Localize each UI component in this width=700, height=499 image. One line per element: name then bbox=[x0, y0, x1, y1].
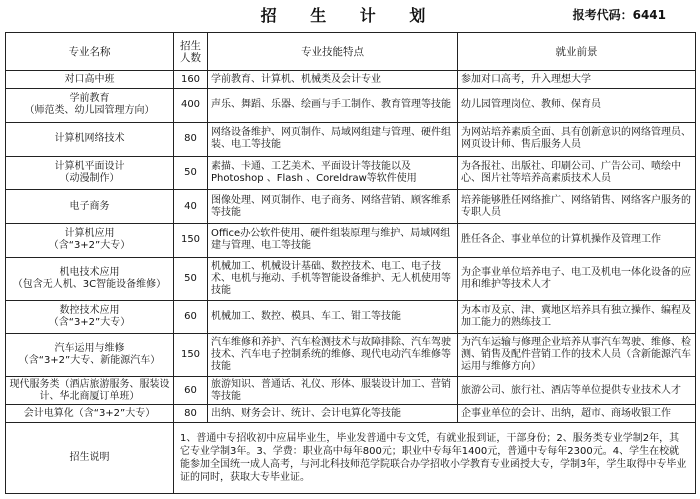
major-name-cell: 计算机应用 （含“3+2”大专） bbox=[6, 224, 174, 258]
skills-cell: 机械加工、机械设计基础、数控技术、电工、电子技术、电机与拖动、手机等智能设备维护、无人机使用等技能 bbox=[208, 257, 458, 300]
table-row bbox=[6, 71, 696, 89]
enrollment-count-cell: 60 bbox=[174, 377, 208, 405]
enrollment-count-cell: 40 bbox=[174, 190, 208, 224]
exam-code: 报考代码：6441 bbox=[572, 8, 666, 22]
table-row bbox=[6, 257, 696, 300]
skills-cell: 学前教育、计算机、机械类及会计专业 bbox=[208, 71, 458, 89]
skills-cell: 机械加工、数控、模具、车工、钳工等技能 bbox=[208, 300, 458, 334]
table-row bbox=[6, 334, 696, 377]
skills-cell: 图像处理、网页制作、电子商务、网络营销、顾客维系等技能 bbox=[208, 190, 458, 224]
table-row bbox=[6, 300, 696, 334]
prospect-cell: 为本市及京、津、冀地区培养具有独立操作、编程及加工能力的熟练技工 bbox=[458, 300, 696, 334]
table-row bbox=[6, 405, 696, 423]
table-header-row bbox=[6, 33, 696, 71]
enrollment-count-cell: 80 bbox=[174, 405, 208, 423]
notes-label: 招生说明 bbox=[6, 423, 174, 494]
table-row bbox=[6, 190, 696, 224]
major-name-cell: 计算机网络技术 bbox=[6, 122, 174, 156]
enrollment-table bbox=[5, 32, 696, 494]
table-row bbox=[6, 377, 696, 405]
header-prospect: 就业前景 bbox=[458, 33, 696, 71]
table-row bbox=[6, 89, 696, 123]
major-name-cell: 现代服务类（酒店旅游服务、服装设计、华北商厦订单班） bbox=[6, 377, 174, 405]
skills-cell: 网络设备维护、网页制作、局域网组建与管理、硬件组装、电工等技能 bbox=[208, 122, 458, 156]
major-name-cell: 学前教育 （师范类、幼儿园管理方向） bbox=[6, 89, 174, 123]
skills-cell: 声乐、舞蹈、乐器、绘画与手工制作、教育管理等技能 bbox=[208, 89, 458, 123]
prospect-cell: 培养能够胜任网络推广、网络销售、网络客户服务的专职人员 bbox=[458, 190, 696, 224]
header-count: 招生人数 bbox=[174, 33, 208, 71]
prospect-cell: 为各报社、出版社、印刷公司、广告公司、喷绘中心、图片社等培养高素质技术人员 bbox=[458, 156, 696, 190]
enrollment-count-cell: 50 bbox=[174, 156, 208, 190]
major-name-cell: 对口高中班 bbox=[6, 71, 174, 89]
page-title: 招 生 计 划 bbox=[260, 6, 440, 25]
table-row bbox=[6, 224, 696, 258]
prospect-cell: 为网站培养素质全面、具有创新意识的网络管理员、网页设计师、售后服务人员 bbox=[458, 122, 696, 156]
prospect-cell: 幼儿园管理岗位、教师、保育员 bbox=[458, 89, 696, 123]
major-name-cell: 电子商务 bbox=[6, 190, 174, 224]
major-name-cell: 数控技术应用 （含“3+2”大专） bbox=[6, 300, 174, 334]
prospect-cell: 为企事业单位培养电子、电工及机电一体化设备的应用和维护等技术人才 bbox=[458, 257, 696, 300]
enrollment-count-cell: 80 bbox=[174, 122, 208, 156]
prospect-cell: 为汽车运输与修理企业培养从事汽车驾驶、维修、检测、销售及配件营销工作的技术人员（含新能源汽车运用与维修方向） bbox=[458, 334, 696, 377]
table-row bbox=[6, 122, 696, 156]
major-name-cell: 会计电算化（含“3+2”大专） bbox=[6, 405, 174, 423]
enrollment-count-cell: 150 bbox=[174, 224, 208, 258]
major-name-cell: 机电技术应用 （包含无人机、3C智能设备维修） bbox=[6, 257, 174, 300]
enrollment-count-cell: 60 bbox=[174, 300, 208, 334]
enrollment-count-cell: 400 bbox=[174, 89, 208, 123]
prospect-cell: 旅游公司、旅行社、酒店等单位提供专业技术人才 bbox=[458, 377, 696, 405]
skills-cell: 汽车维修和养护、汽车检测技术与故障排除、汽车驾驶技术、汽车电子控制系统的维修、现代电动汽车维修等技能 bbox=[208, 334, 458, 377]
header-skills: 专业技能特点 bbox=[208, 33, 458, 71]
enrollment-count-cell: 160 bbox=[174, 71, 208, 89]
enrollment-count-cell: 50 bbox=[174, 257, 208, 300]
skills-cell: 旅游知识、普通话、礼仪、形体、服装设计加工、营销等技能 bbox=[208, 377, 458, 405]
enrollment-count-cell: 150 bbox=[174, 334, 208, 377]
major-name-cell: 计算机平面设计 （动漫制作） bbox=[6, 156, 174, 190]
skills-cell: Office办公软件使用、硬件组装原理与维护、局域网组建与管理、电工等技能 bbox=[208, 224, 458, 258]
prospect-cell: 参加对口高考，升入理想大学 bbox=[458, 71, 696, 89]
prospect-cell: 企事业单位的会计、出纳，超市、商场收银工作 bbox=[458, 405, 696, 423]
table-row bbox=[6, 156, 696, 190]
major-name-cell: 汽车运用与维修 （含“3+2”大专、新能源汽车） bbox=[6, 334, 174, 377]
notes-text: 1、普通中专招收初中应届毕业生，毕业发普通中专文凭，有就业报到证，干部身份；2、服务类专业学制2年，其它专业学制3年。3、学费：职业高中每年800元；职业中专每年1400元，普通中专每年2300元。4、学生在校就能参加全国统一成人高考，与河北科技师范学院联合办学招收小学教育专业函授大专，学制3年，学生取得中专毕业证的同时，获取大专毕业证。 bbox=[174, 423, 696, 494]
prospect-cell: 胜任各企、事业单位的计算机操作及管理工作 bbox=[458, 224, 696, 258]
notes-row bbox=[6, 423, 696, 494]
skills-cell: 出纳、财务会计、统计、会计电算化等技能 bbox=[208, 405, 458, 423]
header-major: 专业名称 bbox=[6, 33, 174, 71]
skills-cell: 素描、卡通、工艺美术、平面设计等技能以及Photoshop 、Flash 、Coreldraw等软件使用 bbox=[208, 156, 458, 190]
